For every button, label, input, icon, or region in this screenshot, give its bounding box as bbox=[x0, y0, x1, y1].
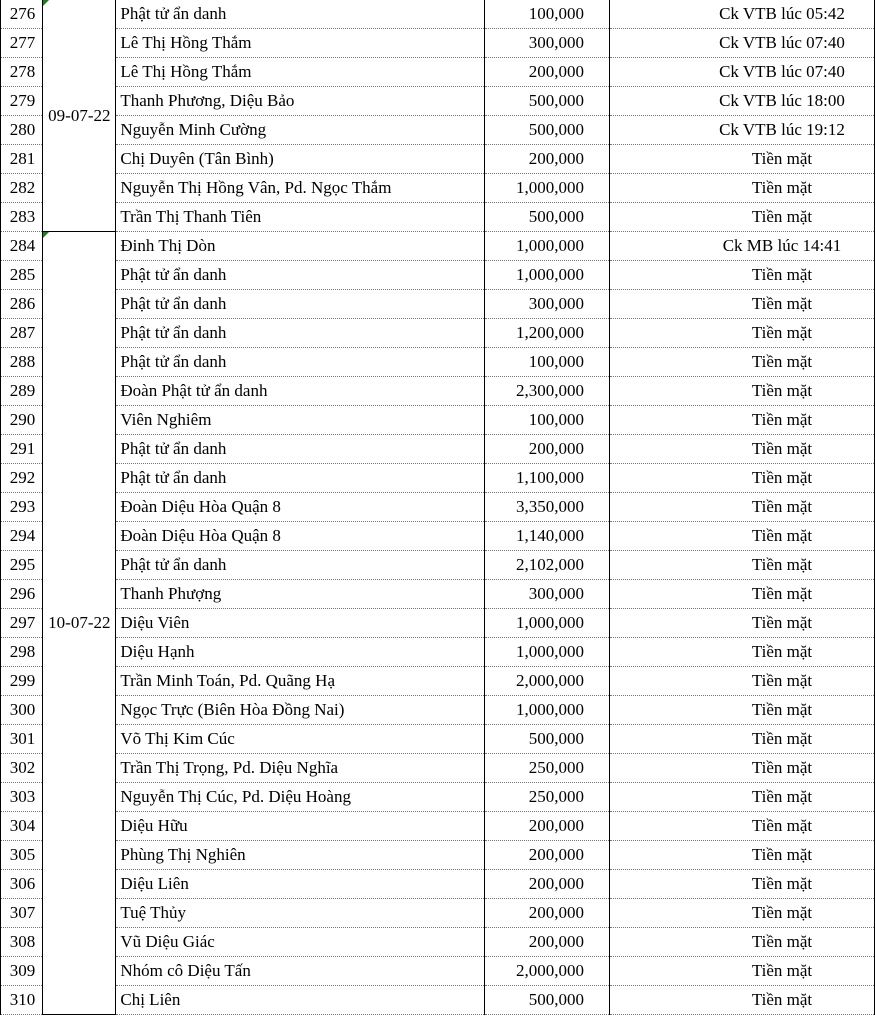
table-row bbox=[1, 551, 875, 580]
donor-name-cell[interactable]: Diệu Viên bbox=[116, 609, 484, 638]
row-number-cell[interactable]: 302 bbox=[1, 754, 43, 783]
payment-note-cell[interactable]: Ck VTB lúc 18:00 bbox=[609, 87, 874, 116]
table-row bbox=[1, 609, 875, 638]
table-row bbox=[1, 116, 875, 145]
payment-note-cell[interactable]: Tiền mặt bbox=[609, 725, 874, 754]
payment-note-cell[interactable]: Ck VTB lúc 05:42 bbox=[609, 0, 874, 29]
amount-cell[interactable]: 2,000,000 bbox=[484, 667, 609, 696]
date-label: 09-07-22 bbox=[48, 105, 111, 125]
row-number-cell[interactable]: 309 bbox=[1, 957, 43, 986]
payment-note-cell[interactable]: Ck MB lúc 14:41 bbox=[609, 232, 874, 261]
donor-name-cell[interactable]: Phật tử ẩn danh bbox=[116, 319, 484, 348]
amount-cell[interactable]: 300,000 bbox=[484, 290, 609, 319]
row-number-cell[interactable]: 305 bbox=[1, 841, 43, 870]
row-number-cell[interactable]: 298 bbox=[1, 638, 43, 667]
row-number-cell[interactable]: 286 bbox=[1, 290, 43, 319]
row-number-cell[interactable]: 284 bbox=[1, 232, 43, 261]
donor-name-cell[interactable]: Phật tử ẩn danh bbox=[116, 464, 484, 493]
row-number-cell[interactable]: 276 bbox=[1, 0, 43, 29]
donor-name-cell[interactable]: Đoàn Diệu Hòa Quận 8 bbox=[116, 493, 484, 522]
amount-cell[interactable]: 500,000 bbox=[484, 203, 609, 232]
donor-name-cell[interactable]: Chị Duyên (Tân Bình) bbox=[116, 145, 484, 174]
row-number-cell[interactable]: 303 bbox=[1, 783, 43, 812]
donor-name-cell[interactable]: Vũ Diệu Giác bbox=[116, 928, 484, 957]
donor-name-cell[interactable]: Phùng Thị Nghiên bbox=[116, 841, 484, 870]
table-row bbox=[1, 841, 875, 870]
table-row bbox=[1, 580, 875, 609]
amount-cell[interactable]: 1,000,000 bbox=[484, 696, 609, 725]
amount-cell[interactable]: 1,200,000 bbox=[484, 319, 609, 348]
table-row bbox=[1, 464, 875, 493]
donor-name-cell[interactable]: Trần Thị Trọng, Pd. Diệu Nghĩa bbox=[116, 754, 484, 783]
amount-cell[interactable]: 500,000 bbox=[484, 725, 609, 754]
payment-note-cell[interactable]: Tiền mặt bbox=[609, 754, 874, 783]
row-number-cell[interactable]: 297 bbox=[1, 609, 43, 638]
donor-name-cell[interactable]: Ngọc Trực (Biên Hòa Đồng Nai) bbox=[116, 696, 484, 725]
donor-name-cell[interactable]: Trần Thị Thanh Tiên bbox=[116, 203, 484, 232]
row-number-cell[interactable]: 279 bbox=[1, 87, 43, 116]
payment-note-cell[interactable]: Ck VTB lúc 07:40 bbox=[609, 29, 874, 58]
table-row bbox=[1, 58, 875, 87]
date-cell[interactable] bbox=[43, 0, 116, 232]
payment-note-cell[interactable]: Tiền mặt bbox=[609, 667, 874, 696]
payment-note-cell[interactable]: Tiền mặt bbox=[609, 812, 874, 841]
payment-note-cell[interactable]: Tiền mặt bbox=[609, 870, 874, 899]
amount-cell[interactable]: 100,000 bbox=[484, 348, 609, 377]
amount-cell[interactable]: 1,000,000 bbox=[484, 638, 609, 667]
amount-cell[interactable]: 200,000 bbox=[484, 841, 609, 870]
row-number-cell[interactable]: 287 bbox=[1, 319, 43, 348]
table-row bbox=[1, 406, 875, 435]
amount-cell[interactable]: 300,000 bbox=[484, 29, 609, 58]
row-number-cell[interactable]: 280 bbox=[1, 116, 43, 145]
row-number-cell[interactable]: 290 bbox=[1, 406, 43, 435]
table-row bbox=[1, 145, 875, 174]
payment-note-cell[interactable]: Tiền mặt bbox=[609, 261, 874, 290]
donor-name-cell[interactable]: Lê Thị Hồng Thắm bbox=[116, 58, 484, 87]
donor-name-cell[interactable]: Chị Liên bbox=[116, 986, 484, 1015]
donor-name-cell[interactable]: Diệu Hạnh bbox=[116, 638, 484, 667]
amount-cell[interactable]: 500,000 bbox=[484, 87, 609, 116]
amount-cell[interactable]: 250,000 bbox=[484, 783, 609, 812]
donor-name-cell[interactable]: Thanh Phượng bbox=[116, 580, 484, 609]
payment-note-cell[interactable]: Tiền mặt bbox=[609, 290, 874, 319]
amount-cell[interactable]: 2,300,000 bbox=[484, 377, 609, 406]
amount-cell[interactable]: 1,000,000 bbox=[484, 261, 609, 290]
table-row bbox=[1, 928, 875, 957]
payment-note-cell[interactable]: Tiền mặt bbox=[609, 928, 874, 957]
table-row bbox=[1, 377, 875, 406]
payment-note-cell[interactable]: Tiền mặt bbox=[609, 986, 874, 1015]
donor-name-cell[interactable]: Võ Thị Kim Cúc bbox=[116, 725, 484, 754]
amount-cell[interactable]: 200,000 bbox=[484, 899, 609, 928]
table-row bbox=[1, 203, 875, 232]
donor-name-cell[interactable]: Đinh Thị Dòn bbox=[116, 232, 484, 261]
row-number-cell[interactable]: 292 bbox=[1, 464, 43, 493]
payment-note-cell[interactable]: Tiền mặt bbox=[609, 145, 874, 174]
row-number-cell[interactable]: 294 bbox=[1, 522, 43, 551]
amount-cell[interactable]: 200,000 bbox=[484, 928, 609, 957]
row-number-cell[interactable]: 306 bbox=[1, 870, 43, 899]
row-number-cell[interactable]: 288 bbox=[1, 348, 43, 377]
table-row bbox=[1, 29, 875, 58]
row-number-cell[interactable]: 301 bbox=[1, 725, 43, 754]
amount-cell[interactable]: 1,000,000 bbox=[484, 232, 609, 261]
comment-indicator-icon bbox=[43, 0, 49, 6]
table-row bbox=[1, 899, 875, 928]
payment-note-cell[interactable]: Tiền mặt bbox=[609, 493, 874, 522]
row-number-cell[interactable]: 281 bbox=[1, 145, 43, 174]
amount-cell[interactable]: 2,000,000 bbox=[484, 957, 609, 986]
row-number-cell[interactable]: 299 bbox=[1, 667, 43, 696]
table-row bbox=[1, 435, 875, 464]
amount-cell[interactable]: 200,000 bbox=[484, 145, 609, 174]
amount-cell[interactable]: 100,000 bbox=[484, 0, 609, 29]
row-number-cell[interactable]: 293 bbox=[1, 493, 43, 522]
table-row bbox=[1, 261, 875, 290]
row-number-cell[interactable]: 285 bbox=[1, 261, 43, 290]
donor-name-cell[interactable]: Phật tử ẩn danh bbox=[116, 261, 484, 290]
payment-note-cell[interactable]: Tiền mặt bbox=[609, 522, 874, 551]
donor-name-cell[interactable]: Đoàn Phật tử ẩn danh bbox=[116, 377, 484, 406]
payment-note-cell[interactable]: Tiền mặt bbox=[609, 319, 874, 348]
table-row bbox=[1, 957, 875, 986]
amount-cell[interactable]: 1,140,000 bbox=[484, 522, 609, 551]
row-number-cell[interactable]: 282 bbox=[1, 174, 43, 203]
row-number-cell[interactable]: 295 bbox=[1, 551, 43, 580]
table-row bbox=[1, 348, 875, 377]
table-row bbox=[1, 696, 875, 725]
payment-note-cell[interactable]: Ck VTB lúc 19:12 bbox=[609, 116, 874, 145]
donor-name-cell[interactable]: Phật tử ẩn danh bbox=[116, 290, 484, 319]
amount-cell[interactable]: 1,100,000 bbox=[484, 464, 609, 493]
payment-note-cell[interactable]: Tiền mặt bbox=[609, 348, 874, 377]
date-cell[interactable] bbox=[43, 232, 116, 1015]
amount-cell[interactable]: 200,000 bbox=[484, 435, 609, 464]
row-number-cell[interactable]: 308 bbox=[1, 928, 43, 957]
payment-note-cell[interactable]: Tiền mặt bbox=[609, 406, 874, 435]
payment-note-cell[interactable]: Ck VTB lúc 07:40 bbox=[609, 58, 874, 87]
payment-note-cell[interactable]: Tiền mặt bbox=[609, 551, 874, 580]
table-row bbox=[1, 754, 875, 783]
payment-note-cell[interactable]: Tiền mặt bbox=[609, 957, 874, 986]
payment-note-cell[interactable]: Tiền mặt bbox=[609, 609, 874, 638]
row-number-cell[interactable]: 277 bbox=[1, 29, 43, 58]
comment-indicator-icon bbox=[43, 232, 49, 238]
donor-name-cell[interactable]: Diệu Liên bbox=[116, 870, 484, 899]
row-number-cell[interactable]: 310 bbox=[1, 986, 43, 1015]
table-row bbox=[1, 870, 875, 899]
donor-name-cell[interactable]: Trần Minh Toán, Pd. Quãng Hạ bbox=[116, 667, 484, 696]
payment-note-cell[interactable]: Tiền mặt bbox=[609, 841, 874, 870]
amount-cell[interactable]: 1,000,000 bbox=[484, 174, 609, 203]
donor-name-cell[interactable]: Phật tử ẩn danh bbox=[116, 551, 484, 580]
row-number-cell[interactable]: 304 bbox=[1, 812, 43, 841]
row-number-cell[interactable]: 296 bbox=[1, 580, 43, 609]
payment-note-cell[interactable]: Tiền mặt bbox=[609, 783, 874, 812]
payment-note-cell[interactable]: Tiền mặt bbox=[609, 899, 874, 928]
amount-cell[interactable]: 2,102,000 bbox=[484, 551, 609, 580]
amount-cell[interactable]: 300,000 bbox=[484, 580, 609, 609]
donation-table-body bbox=[1, 0, 875, 1015]
amount-cell[interactable]: 250,000 bbox=[484, 754, 609, 783]
table-row bbox=[1, 783, 875, 812]
amount-cell[interactable]: 200,000 bbox=[484, 870, 609, 899]
amount-cell[interactable]: 1,000,000 bbox=[484, 609, 609, 638]
donor-name-cell[interactable]: Phật tử ẩn danh bbox=[116, 435, 484, 464]
payment-note-cell[interactable]: Tiền mặt bbox=[609, 696, 874, 725]
donor-name-cell[interactable]: Phật tử ẩn danh bbox=[116, 0, 484, 29]
donor-name-cell[interactable]: Lê Thị Hồng Thắm bbox=[116, 29, 484, 58]
table-row bbox=[1, 319, 875, 348]
donor-name-cell[interactable]: Phật tử ẩn danh bbox=[116, 348, 484, 377]
table-row bbox=[1, 493, 875, 522]
amount-cell[interactable]: 100,000 bbox=[484, 406, 609, 435]
amount-cell[interactable]: 200,000 bbox=[484, 58, 609, 87]
table-row bbox=[1, 87, 875, 116]
table-row bbox=[1, 986, 875, 1015]
table-row bbox=[1, 812, 875, 841]
row-number-cell[interactable]: 300 bbox=[1, 696, 43, 725]
payment-note-cell[interactable]: Tiền mặt bbox=[609, 435, 874, 464]
row-number-cell[interactable]: 291 bbox=[1, 435, 43, 464]
table-row bbox=[1, 232, 875, 261]
row-number-cell[interactable]: 283 bbox=[1, 203, 43, 232]
row-number-cell[interactable]: 289 bbox=[1, 377, 43, 406]
table-row bbox=[1, 174, 875, 203]
payment-note-cell[interactable]: Tiền mặt bbox=[609, 377, 874, 406]
donor-name-cell[interactable]: Đoàn Diệu Hòa Quận 8 bbox=[116, 522, 484, 551]
table-row bbox=[1, 638, 875, 667]
donor-name-cell[interactable]: Nhóm cô Diệu Tấn bbox=[116, 957, 484, 986]
payment-note-cell[interactable]: Tiền mặt bbox=[609, 580, 874, 609]
date-label: 10-07-22 bbox=[48, 613, 111, 632]
table-row bbox=[1, 725, 875, 754]
table-row bbox=[1, 0, 875, 29]
donor-name-cell[interactable]: Tuệ Thủy bbox=[116, 899, 484, 928]
amount-cell[interactable]: 200,000 bbox=[484, 812, 609, 841]
payment-note-cell[interactable]: Tiền mặt bbox=[609, 638, 874, 667]
donor-name-cell[interactable]: Thanh Phương, Diệu Bảo bbox=[116, 87, 484, 116]
table-row bbox=[1, 522, 875, 551]
table-row bbox=[1, 290, 875, 319]
donor-name-cell[interactable]: Nguyễn Thị Cúc, Pd. Diệu Hoàng bbox=[116, 783, 484, 812]
row-number-cell[interactable]: 278 bbox=[1, 58, 43, 87]
amount-cell[interactable]: 500,000 bbox=[484, 986, 609, 1015]
donor-name-cell[interactable]: Viên Nghiêm bbox=[116, 406, 484, 435]
amount-cell[interactable]: 500,000 bbox=[484, 116, 609, 145]
payment-note-cell[interactable]: Tiền mặt bbox=[609, 464, 874, 493]
donor-name-cell[interactable]: Nguyễn Thị Hồng Vân, Pd. Ngọc Thắm bbox=[116, 174, 484, 203]
donor-name-cell[interactable]: Nguyễn Minh Cường bbox=[116, 116, 484, 145]
donor-name-cell[interactable]: Diệu Hữu bbox=[116, 812, 484, 841]
amount-cell[interactable]: 3,350,000 bbox=[484, 493, 609, 522]
payment-note-cell[interactable]: Tiền mặt bbox=[609, 203, 874, 232]
row-number-cell[interactable]: 307 bbox=[1, 899, 43, 928]
table-row bbox=[1, 667, 875, 696]
payment-note-cell[interactable]: Tiền mặt bbox=[609, 174, 874, 203]
